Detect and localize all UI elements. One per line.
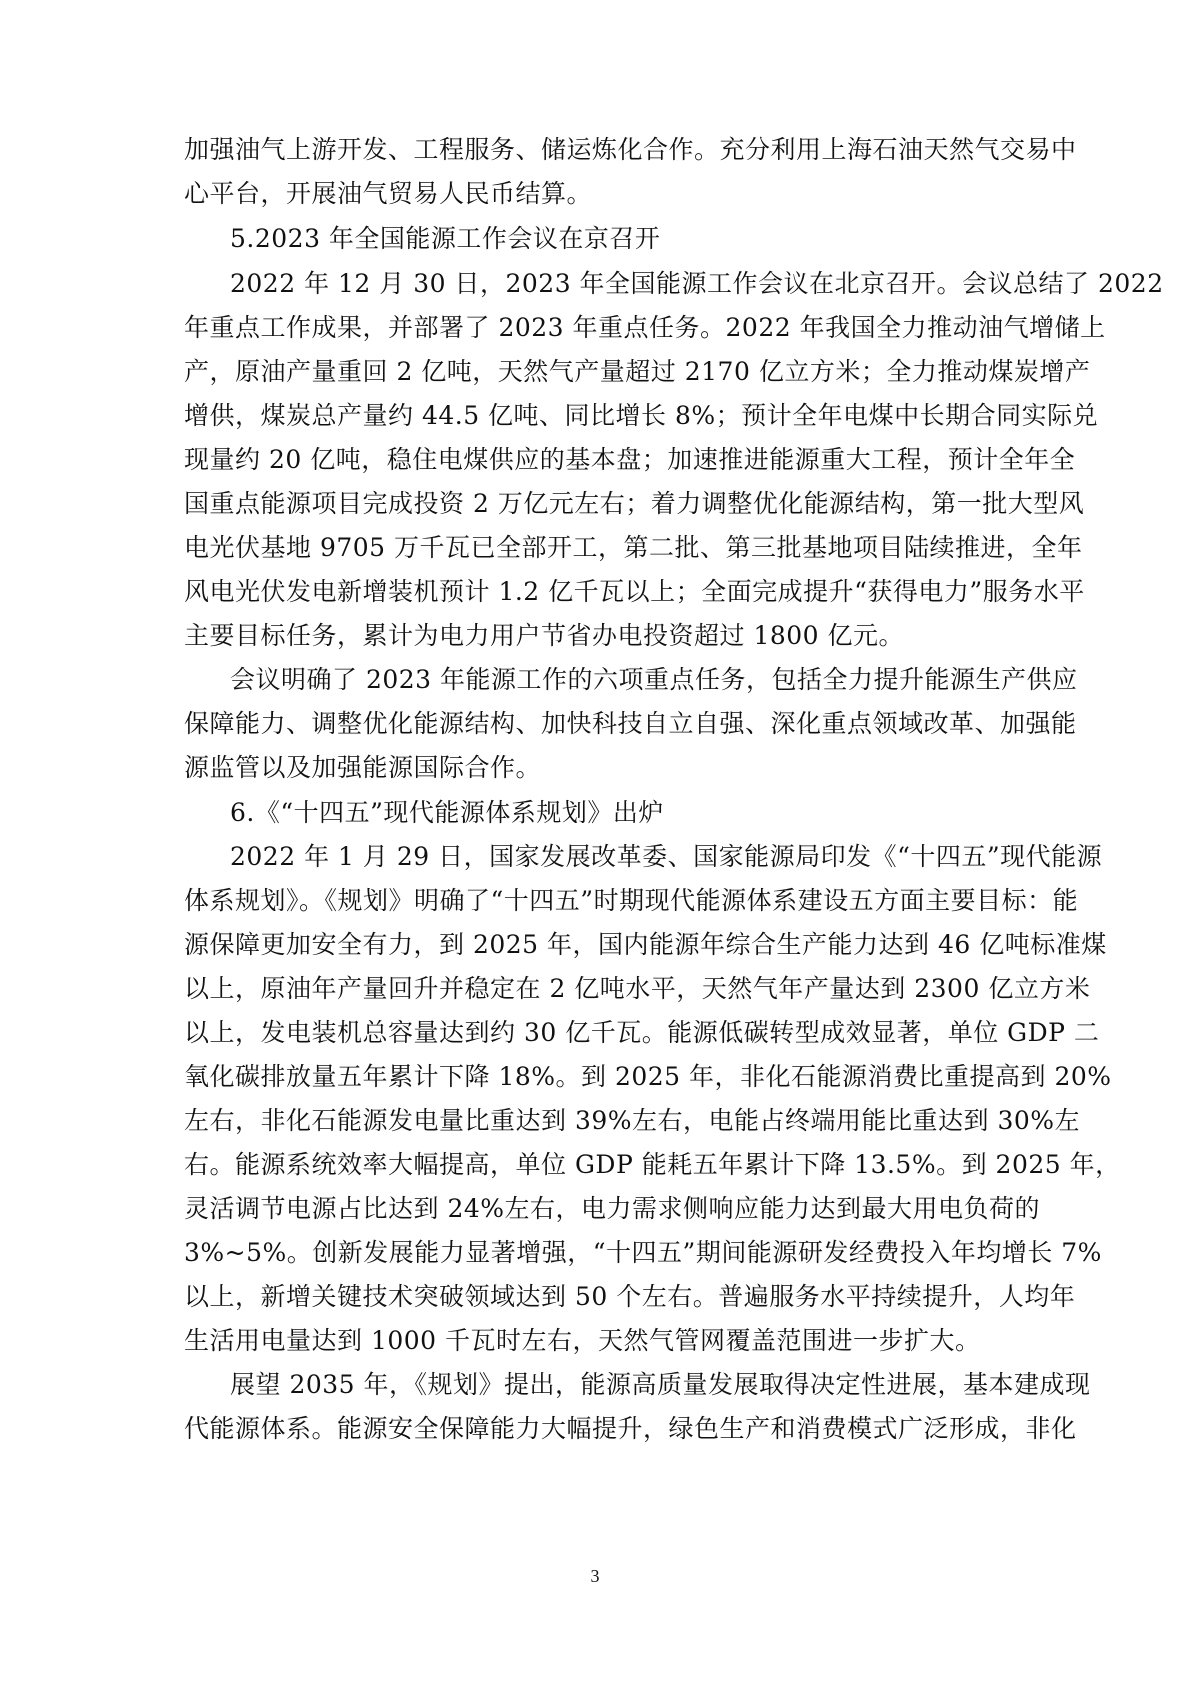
text-line: 现量约 20 亿吨，稳住电煤供应的基本盘；加速推进能源重大工程，预计全年全 [184, 445, 1076, 474]
text-line: 主要目标任务，累计为电力用户节省办电投资超过 1800 亿元。 [184, 621, 905, 650]
text-line: 右。能源系统效率大幅提高，单位 GDP 能耗五年累计下降 13.5%。到 2025 年， [184, 1150, 1121, 1179]
text-line: 代能源体系。能源安全保障能力大幅提升，绿色生产和消费模式广泛形成，非化 [184, 1414, 1077, 1443]
page-number: 3 [590, 1566, 600, 1586]
text-line: 国重点能源项目完成投资 2 万亿元左右；着力调整优化能源结构，第一批大型风 [184, 489, 1085, 518]
text-line: 增供，煤炭总产量约 44.5 亿吨、同比增长 8%；预计全年电煤中长期合同实际兑 [184, 401, 1099, 430]
text-line: 以上，发电装机总容量达到约 30 亿千瓦。能源低碳转型成效显著，单位 GDP 二 [184, 1018, 1100, 1047]
text-line: 会议明确了 2023 年能源工作的六项重点任务，包括全力提升能源生产供应 [230, 665, 1078, 694]
text-line: 产，原油产量重回 2 亿吨，天然气产量超过 2170 亿立方米；全力推动煤炭增产 [184, 357, 1091, 386]
text-line: 加强油气上游开发、工程服务、储运炼化合作。充分利用上海石油天然气交易中 [184, 135, 1077, 164]
text-line: 体系规划》。《规划》明确了“十四五”时期现代能源体系建设五方面主要目标：能 [184, 886, 1079, 915]
text-line: 以上，原油年产量回升并稳定在 2 亿吨水平，天然气年产量达到 2300 亿立方米 [184, 974, 1091, 1003]
text-line: 年重点工作成果，并部署了 2023 年重点任务。2022 年我国全力推动油气增储上 [184, 313, 1106, 342]
text-line: 2022 年 12 月 30 日，2023 年全国能源工作会议在北京召开。会议总结了 2022 [230, 269, 1164, 298]
text-line: 心平台，开展油气贸易人民币结算。 [184, 179, 593, 208]
text-line: 以上，新增关键技术突破领域达到 50 个左右。普遍服务水平持续提升，人均年 [184, 1282, 1076, 1311]
text-line: 3%~5%。创新发展能力显著增强，“十四五”期间能源研发经费投入年均增长 7% [184, 1238, 1102, 1267]
section-heading: 6.《“十四五”现代能源体系规划》出炉 [230, 798, 664, 827]
text-line: 源保障更加安全有力，到 2025 年，国内能源年综合生产能力达到 46 亿吨标准煤 [184, 930, 1107, 959]
text-line: 生活用电量达到 1000 千瓦时左右，天然气管网覆盖范围进一步扩大。 [184, 1326, 981, 1355]
text-line: 氧化碳排放量五年累计下降 18%。到 2025 年，非化石能源消费比重提高到 20% [184, 1062, 1112, 1091]
section-heading: 5.2023 年全国能源工作会议在京召开 [230, 224, 661, 253]
text-line: 灵活调节电源占比达到 24%左右，电力需求侧响应能力达到最大用电负荷的 [184, 1194, 1041, 1223]
text-line: 2022 年 1 月 29 日，国家发展改革委、国家能源局印发《“十四五”现代能源 [230, 842, 1103, 871]
text-line: 左右，非化石能源发电量比重达到 39%左右，电能占终端用能比重达到 30%左 [184, 1106, 1081, 1135]
text-line: 源监管以及加强能源国际合作。 [184, 753, 542, 782]
text-line: 风电光伏发电新增装机预计 1.2 亿千瓦以上；全面完成提升“获得电力”服务水平 [184, 577, 1085, 606]
text-line: 电光伏基地 9705 万千瓦已全部开工，第二批、第三批基地项目陆续推进，全年 [184, 533, 1083, 562]
text-line: 保障能力、调整优化能源结构、加快科技自立自强、深化重点领域改革、加强能 [184, 709, 1077, 738]
text-line: 展望 2035 年，《规划》提出，能源高质量发展取得决定性进展，基本建成现 [230, 1370, 1091, 1399]
